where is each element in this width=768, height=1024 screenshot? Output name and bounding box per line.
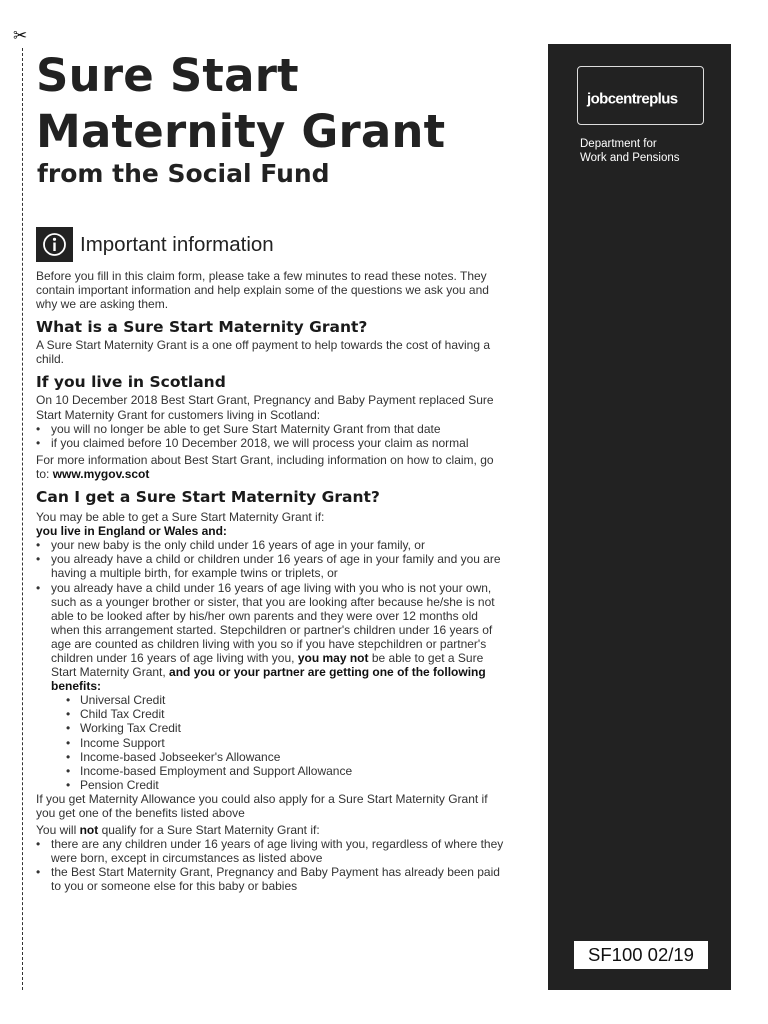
list-item: • if you claimed before 10 December 2018, we will process your claim as normal <box>36 436 506 450</box>
may-not-rest: be able to get a Sure Start Maternity Grant, <box>51 650 484 680</box>
can-i-condition <box>36 524 506 538</box>
benefit-item: • Child Tax Credit <box>51 707 506 721</box>
not-qualify-intro <box>36 823 506 837</box>
list-item: • your new baby is the only child under 16 years of age in your family, or <box>36 538 506 552</box>
info-icon <box>36 227 73 262</box>
jobcentreplus-logo <box>577 66 704 125</box>
condition-text: you live in England or Wales and: <box>36 524 227 539</box>
not-suffix: qualify for a Sure Start Maternity Grant if: <box>98 823 320 838</box>
page-subtitle: from the Social Fund <box>37 159 330 188</box>
not-qualify-list <box>36 837 506 893</box>
cut-line <box>22 48 23 990</box>
important-heading: Important information <box>80 233 274 256</box>
scotland-more-info <box>36 453 506 481</box>
mygov-link[interactable]: www.mygov.scot <box>52 466 150 481</box>
page-title <box>36 48 445 160</box>
list-item: • you will no longer be able to get Sure Start Maternity Grant from that date <box>36 422 506 436</box>
eligibility-list <box>36 538 506 792</box>
can-i-intro: You may be able to get a Sure Start Maternity Grant if: <box>36 510 325 525</box>
what-is-heading: What is a Sure Start Maternity Grant? <box>36 318 368 337</box>
not-word: not <box>79 823 99 838</box>
maternity-allowance-note: If you get Maternity Allowance you could also apply for a Sure Start Maternity Grant if you get one of the benefits listed above <box>36 791 488 820</box>
dept-line-2: Work and Pensions <box>580 152 680 164</box>
can-i-heading: Can I get a Sure Start Maternity Grant? <box>36 488 380 507</box>
not-prefix: You will <box>36 823 80 838</box>
scotland-heading: If you live in Scotland <box>36 373 226 392</box>
more-info-text: For more information about Best Start Grant, including information on how to claim, go to: <box>36 452 494 481</box>
list-item: • the Best Start Maternity Grant, Pregnancy and Baby Payment has already been paid to you or someone else for this baby or babies <box>36 865 506 893</box>
benefits-list <box>51 693 506 792</box>
form-code: SF100 02/19 <box>574 941 708 969</box>
benefit-item: • Working Tax Credit <box>51 721 506 735</box>
list-item: • you already have a child or children under 16 years of age in your family and you are having a multiple birth, for example twins or triplets, or <box>36 552 506 580</box>
sidebar-band <box>548 44 731 990</box>
benefit-item: • Universal Credit <box>51 693 506 707</box>
scissors-icon: ✂ <box>13 26 28 46</box>
title-line-2: Maternity Grant <box>36 105 446 158</box>
benefit-item: • Income Support <box>51 736 506 750</box>
list-item <box>36 581 506 792</box>
intro-paragraph: Before you fill in this claim form, please take a few minutes to read these notes. They contain important information and help explain some of the questions we ask you and why we are asking them. <box>36 269 489 312</box>
benefits-condition: and you or your partner are getting one of the following benefits: <box>51 665 486 694</box>
scotland-list <box>36 422 506 450</box>
title-line-1: Sure Start <box>36 49 299 102</box>
benefit-item: • Income-based Jobseeker's Allowance <box>51 750 506 764</box>
scotland-text: On 10 December 2018 Best Start Grant, Pregnancy and Baby Payment replaced Sure Start Maternity Grant for customers living in Scotland: <box>36 393 494 422</box>
logo-text: jobcentreplus <box>587 90 678 108</box>
benefit-item: • Pension Credit <box>51 778 506 792</box>
stepchildren-text: you already have a child under 16 years of age living with you who is not your own, such as a younger brother or sister, that you are looking after because he/she is not able to be looked after by his/her own parents and they were over 12 months old when this arrangement started. Stepchildren or partner's children under 16 years of age are counted as children living with you so if you have stepchildren or partner's children under 16 years of age living with you, <box>51 580 495 665</box>
benefit-item: • Income-based Employment and Support Allowance <box>51 764 506 778</box>
what-is-text: A Sure Start Maternity Grant is a one off payment to help towards the cost of having a child. <box>36 338 491 367</box>
list-item: • there are any children under 16 years of age living with you, regardless of where they were born, except in circumstances as listed above <box>36 837 506 865</box>
may-not-text: you may not <box>297 650 369 665</box>
department-name <box>580 137 680 165</box>
main-content <box>36 269 506 894</box>
dept-line-1: Department for <box>580 138 657 150</box>
